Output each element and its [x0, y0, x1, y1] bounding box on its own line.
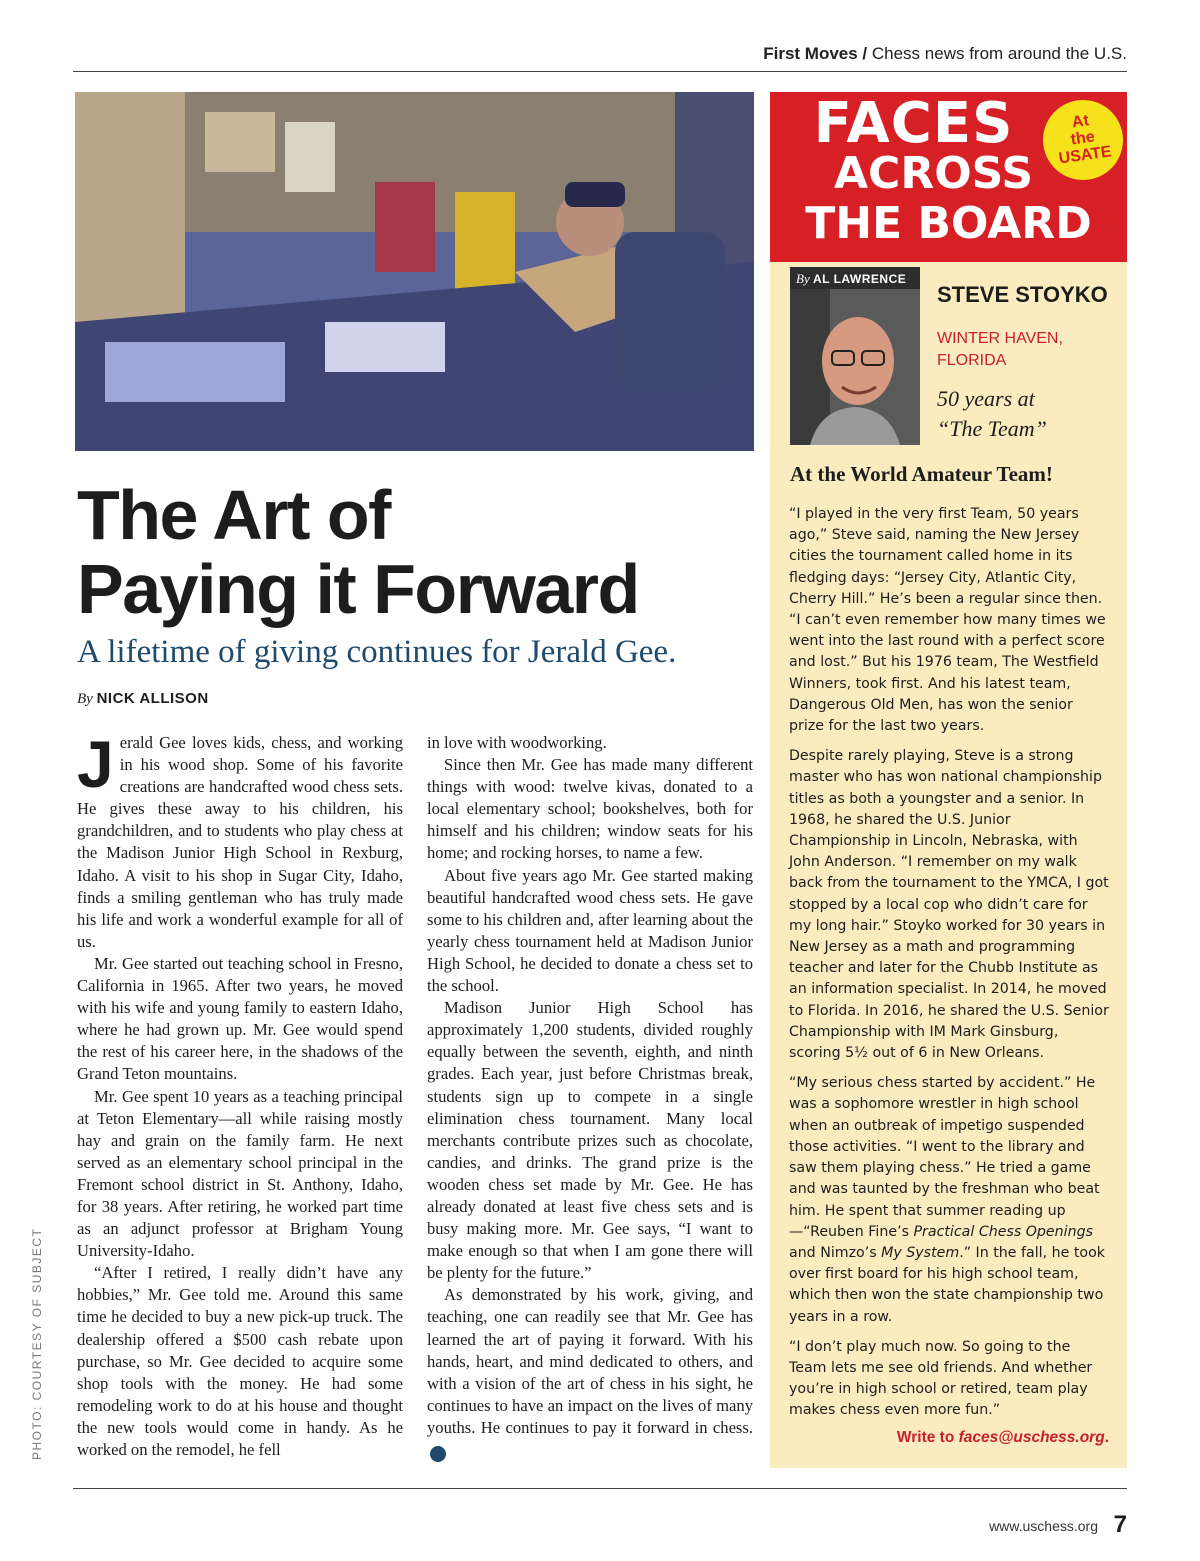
- banner-line-1: FACES: [813, 91, 1014, 156]
- drop-cap: J: [77, 727, 114, 801]
- end-of-article-icon: ♚: [430, 1446, 446, 1462]
- article-paragraph: in love with woodworking.: [427, 733, 607, 752]
- article-paragraph: Since then Mr. Gee has made many different things with wood: twelve kivas, donated to a local elementary school; bookshelves, both for himself and his children; window seats for his home; and rocking horses, to name a few.: [427, 755, 753, 863]
- article-title: [77, 478, 757, 626]
- woodshop-photo: [75, 92, 754, 451]
- banner-line-3: THE BOARD: [805, 198, 1092, 249]
- article-paragraph: “After I retired, I really didn’t have any hobbies,” Mr. Gee told me. Around this same time he decided to buy a new pick-up truck. The dealership offered a $500 cash rebate upon purchase, so Mr. Gee decided to acquire some shop tools with the money. He had some remodeling work to do at his house and thought the new tools would come in handy. As he worked on the remodel, he fell: [77, 1263, 403, 1459]
- article-paragraph: Jerald Gee loves kids, chess, and working in his wood shop. Some of his favorite creations are handcrafted wood chess sets. He gives these away to his children, his grandchildren, and to students who play chess at the Madison Junior High School in Rexburg, Idaho. A visit to his shop in Sugar City, Idaho, finds a smiling gentleman who has truly made his life and work a wonderful example for all of us.: [77, 727, 403, 951]
- article-column-1: [77, 727, 403, 1461]
- article-byline: [77, 690, 209, 708]
- title-line-2: Paying it Forward: [77, 550, 639, 628]
- sidebar-paragraph: “I played in the very first Team, 50 years ago,” Steve said, naming the New Jersey cities the tournament called home in its fledging days: “Jersey City, Atlantic City, Cherry Hill.” He’s been a regular since then. “I can’t even remember how many times we went into the last round with a perfect score and lost.” But his 1976 team, The Westfield Winners, took first. And his latest team, Dangerous Old Men, has won the senior prize for the last two years.: [789, 506, 1106, 735]
- photo-credit: PHOTO: COURTESY OF SUBJECT: [30, 1227, 44, 1460]
- profile-name: STEVE STOYKO: [937, 282, 1108, 307]
- usate-badge: At the USATE: [1038, 95, 1128, 185]
- book-title: My System: [881, 1244, 960, 1261]
- title-line-1: The Art of: [77, 476, 390, 554]
- article-paragraph: Madison Junior High School has approximately 1,200 students, divided roughly equally between the seventh, eighth, and ninth grades. Each year, just before Christmas break, students sign up to compete in a single elimination chess tournament. Many local merchants contribute prizes such as chocolate, candies, and drinks. The grand prize is the wooden chess set made by Mr. Gee. He has already donated at least five chess sets and is busy making more. Mr. Gee says, “I want to make enough so that when I am gone there will be plenty for the future.”: [427, 998, 753, 1283]
- article-column-2: [427, 732, 753, 1462]
- sidebar-paragraph: “My serious chess started by accident.” He was a sophomore wrestler in high school when an outbreak of impetigo suspended those activities. “I went to the library and saw them playing chess.” He tried a game and was taunted by the freshman who beat him. He spent that summer reading up—“Reuben Fine’s Practical Chess Openings and Nimzo’s My System.” In the fall, he took over first board for his high school team, which then won the state championship two years in a row.: [789, 1075, 1105, 1325]
- sidebar-paragraph: Despite rarely playing, Steve is a strong master who has won national championship titles as both a youngster and a senior. In 1968, he shared the U.S. Junior Championship in Lincoln, Nebraska, with John Anderson. “I remember on my walk back from the tournament to the YMCA, I got stopped by a local cop who didn’t care for my long hair.” Stoyko worked for 30 years in New Jersey as a math and programming teacher and later for the Chubb Institute as an information specialist. In 2014, he moved to Florida. In 2016, he shared the U.S. Senior Championship with IM Mark Ginsburg, scoring 5½ out of 6 in New Orleans.: [789, 748, 1109, 1062]
- faces-sidebar: [770, 92, 1127, 1468]
- contact-line: Write to faces@uschess.org.: [896, 1429, 1109, 1446]
- banner-line-2: ACROSS: [833, 148, 1034, 199]
- sidebar-banner: [770, 92, 1127, 262]
- header-rule: [73, 71, 1127, 72]
- article-paragraph: Mr. Gee spent 10 years as a teaching principal at Teton Elementary—all while raising mostly hay and grain on the family farm. He next served as an elementary school principal in the Fremont school district in St. Anthony, Idaho, for 38 years. After retiring, he worked part time as an adjunct professor at Brigham Young University-Idaho.: [77, 1086, 403, 1261]
- section-tagline: Chess news from around the U.S.: [871, 44, 1127, 63]
- sidebar-paragraph: “I don’t play much now. So going to the Team lets me see old friends. And whether you’re in high school or retired, team play makes chess even more fun.”: [789, 1338, 1093, 1419]
- byline-author: NICK ALLISON: [96, 690, 209, 707]
- section-label: First Moves /: [763, 44, 868, 63]
- article-subtitle: A lifetime of giving continues for Jerald Gee.: [77, 634, 677, 670]
- profile-portrait: [790, 289, 920, 445]
- page-header: [763, 44, 1127, 64]
- page-number: 7: [1113, 1511, 1127, 1538]
- footer-rule: [73, 1488, 1127, 1489]
- sidebar-heading: At the World Amateur Team!: [790, 462, 1053, 486]
- byline-by: By: [77, 691, 93, 707]
- article-paragraph: Mr. Gee started out teaching school in Fresno, California in 1965. After two years, he moved with his wife and young family to eastern Idaho, where he had grown up. Mr. Gee would spend the rest of his career here, in the shadows of the Grand Teton mountains.: [77, 953, 403, 1084]
- profile-location: WINTER HAVEN, FLORIDA: [937, 330, 1063, 369]
- sidebar-byline: By AL LAWRENCE: [790, 267, 920, 291]
- profile-years: 50 years at “The Team”: [937, 386, 1047, 441]
- sidebar-body: [789, 504, 1111, 1431]
- contact-email-link[interactable]: faces@uschess.org: [958, 1429, 1105, 1446]
- article-paragraph: About five years ago Mr. Gee started making beautiful handcrafted wood chess sets. He gave some to his children and, after learning about the yearly chess tournament held at Madison Junior High School, he decided to donate a chess set to the school.: [427, 865, 753, 996]
- footer-url: www.uschess.org: [989, 1518, 1098, 1534]
- sidebar-byline-author: AL LAWRENCE: [812, 272, 907, 286]
- book-title: Practical Chess Openings: [913, 1223, 1093, 1240]
- article-paragraph: As demonstrated by his work, giving, and teaching, one can readily see that Mr. Gee has learned the art of paying it forward. With his hands, heart, and mind dedicated to others, and with a vision of the art of chess in his sight, he continues to have an impact on the lives of many youths. He continues to pay it forward in chess.♚: [427, 1285, 753, 1460]
